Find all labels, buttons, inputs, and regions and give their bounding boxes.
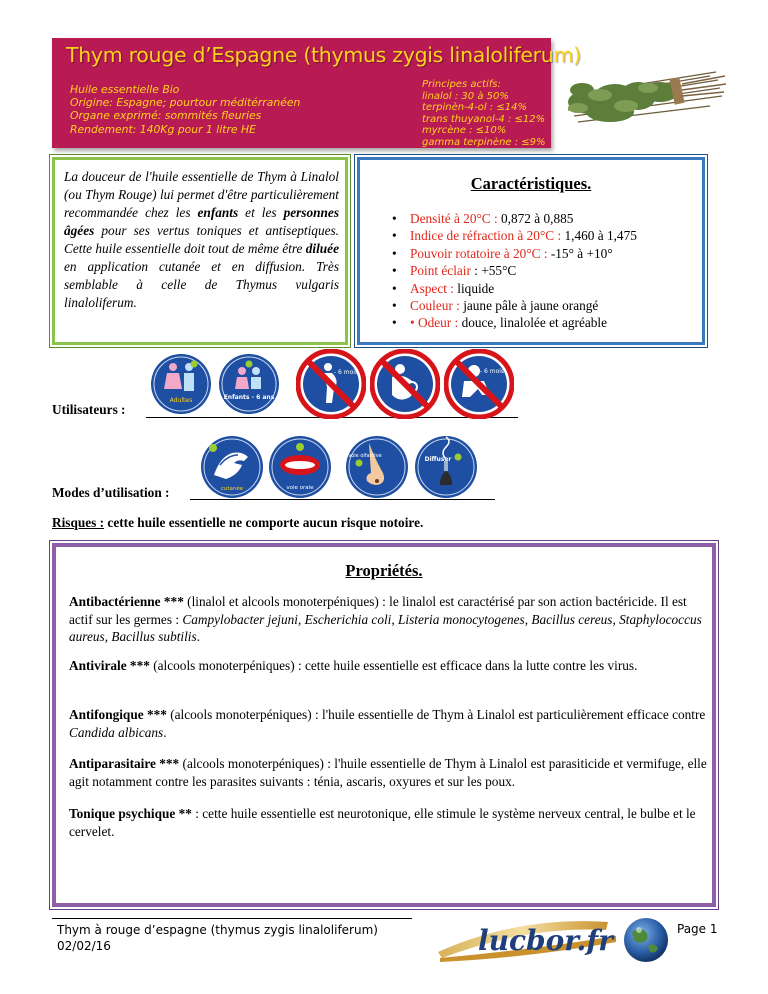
active-line: trans thuyanol-4 : ≤12% [422, 113, 546, 125]
active-line: Principes actifs: [422, 79, 501, 90]
characteristic-item [392, 280, 637, 297]
characteristic-value: 1,460 à 1,475 [564, 228, 637, 244]
characteristic-item [392, 297, 637, 314]
active-line: linalol : 30 à 50% [422, 90, 509, 102]
property-end: . [196, 629, 201, 644]
nose-icon [345, 435, 409, 499]
info-line: Origine: Espagne; pourtour méditérranéen [70, 96, 301, 110]
property-end: . [163, 724, 167, 740]
property-name: Antivirale *** [69, 658, 150, 673]
characteristic-value: liquide [457, 280, 495, 296]
characteristic-value: : +55°C [470, 263, 517, 279]
property-name: Antiparasitaire *** [69, 756, 180, 771]
no-pregnant-icon [296, 349, 366, 419]
characteristic-label: Densité à 20°C : [410, 211, 501, 226]
footer-rule [52, 918, 412, 919]
info-line: Huile essentielle Bio [70, 83, 180, 96]
property-antibacterial [69, 593, 709, 646]
property-text: (alcools monoterpéniques) : l'huile essentielle de Thym à Linalol est parasiticide et vermifuge, elle agit notamment contre les parasites suivants : ténia, ascaris, oxyures et sur les poux. [69, 756, 707, 789]
header-banner [52, 38, 581, 148]
adults-icon [150, 353, 212, 415]
property-italic: Candida albicans [69, 724, 164, 740]
risk-text: cette huile essentielle ne comporte aucun risque notoire. [104, 515, 424, 530]
oil-info [70, 83, 300, 136]
picto-text: Enfants - 6 ans [223, 394, 275, 401]
picto-text: - 6 mois [479, 368, 505, 375]
children-icon [218, 353, 280, 415]
property-text: : cette huile essentielle est neurotonique, elle stimule le système nerveux central, le bulbe et le cervelet. [69, 806, 696, 839]
active-line: terpinèn-4-ol : ≤14% [422, 102, 527, 114]
picto-text: voie olfactive [348, 453, 382, 459]
info-line: Rendement: 140Kg pour 1 litre HE [70, 122, 256, 136]
characteristic-item [392, 245, 637, 262]
description-bold: enfants [197, 205, 239, 220]
property-antiviral [69, 657, 709, 675]
logo-text: lucbor.fr [478, 924, 614, 957]
characteristic-item [392, 227, 637, 244]
risk-statement [52, 515, 423, 531]
characteristics-box [357, 157, 705, 345]
property-name: Antifongique *** [69, 707, 167, 722]
modes-label: Modes d’utilisation : [52, 485, 170, 500]
characteristic-item [392, 262, 637, 279]
footer-date: 02/02/16 [57, 939, 111, 953]
picto-text: - 6 mois [333, 369, 359, 376]
characteristic-item [392, 210, 637, 227]
description-part: pour ses vertus toniques et antiseptiques. Cette huile essentielle doit tout de même être [64, 223, 339, 256]
characteristic-label: Indice de réfraction à 20°C : [410, 228, 565, 244]
characteristic-item [392, 314, 637, 331]
hands-icon [200, 435, 264, 499]
footer-doc-title: Thym à rouge d’espagne (thymus zygis linaloliferum) [57, 923, 378, 937]
no-baby-icon [444, 349, 514, 419]
characteristic-label: • Odeur : [410, 315, 462, 331]
users-label: Utilisateurs : [52, 402, 126, 417]
characteristic-value: jaune pâle à jaune orangé [463, 298, 599, 314]
risk-label: Risques : [52, 515, 105, 530]
characteristics-title: Caractéristiques. [470, 174, 592, 193]
footer-info [57, 922, 378, 954]
picto-text: Adultes [169, 397, 193, 404]
no-breastfeeding-icon [370, 349, 440, 419]
description-bold: diluée [305, 241, 339, 256]
property-psychic-tonic [69, 805, 709, 840]
active-line: gamma terpinène : ≤9% [422, 136, 546, 148]
modes-rule [190, 499, 495, 500]
characteristic-label: Pouvoir rotatoire à 20°C : [410, 245, 551, 261]
active-principles [422, 79, 546, 149]
description-part: en application cutanée et en diffusion. Très semblable à celle de Thymus vulgaris linaloliferum. [64, 259, 339, 310]
page-title: Thym rouge d’Espagne (thymus zygis linaloliferum) [66, 43, 581, 67]
description-part: et les [238, 205, 284, 220]
picto-text: cutanée [220, 486, 244, 492]
characteristic-value: douce, linalolée et agréable [461, 315, 608, 331]
picto-text: Diffuser [424, 456, 452, 463]
property-name: Antibactérienne *** [69, 594, 184, 609]
characteristic-label: Point éclair [410, 263, 471, 279]
property-text: (alcools monoterpéniques) : cette huile essentielle est efficace dans la lutte contre les virus. [149, 658, 638, 673]
property-name: Tonique psychique ** [69, 806, 192, 821]
property-text: (linalol et alcools monoterpéniques) : le linalol est caractérisé par son action bactéricide. Il est actif sur les germes : [69, 594, 687, 627]
characteristic-label: Aspect : [410, 280, 458, 296]
characteristic-value: 0,872 à 0,885 [501, 211, 574, 226]
description-bold: personnes âgées [64, 205, 339, 238]
diffuser-icon [414, 435, 478, 499]
page-number: Page 1 [677, 922, 718, 936]
picto-text: voie orale [286, 485, 314, 491]
property-text: (alcools monoterpéniques) : l'huile essentielle de Thym à Linalol est particulièrement efficace contre [166, 707, 706, 722]
description-text [64, 168, 339, 312]
lucbor-logo [434, 912, 674, 970]
property-antiparasitic [69, 755, 709, 790]
mouth-icon [268, 435, 332, 499]
active-line: myrcène : ≤10% [422, 125, 507, 137]
characteristic-value: -15° à +10° [550, 245, 613, 261]
characteristic-label: Couleur : [410, 298, 464, 314]
characteristics-list [392, 210, 637, 332]
property-italic: Campylobacter jejuni, Escherichia coli, Listeria monocytogenes, Bacillus cereus, Staphylococcus aureus, Bacillus subtilis [69, 611, 702, 644]
description-box [52, 157, 348, 345]
property-antifungal [69, 706, 709, 741]
thyme-bunch-image [560, 50, 730, 140]
properties-title: Propriétés. [345, 561, 423, 580]
info-line: Organe exprimé: sommités fleuries [70, 109, 262, 123]
description-part: La douceur de l'huile essentielle de Thym à Linalol (ou Thym Rouge) lui permet d'être particulièrement recommandée chez les [64, 169, 339, 220]
properties-box [52, 543, 716, 907]
